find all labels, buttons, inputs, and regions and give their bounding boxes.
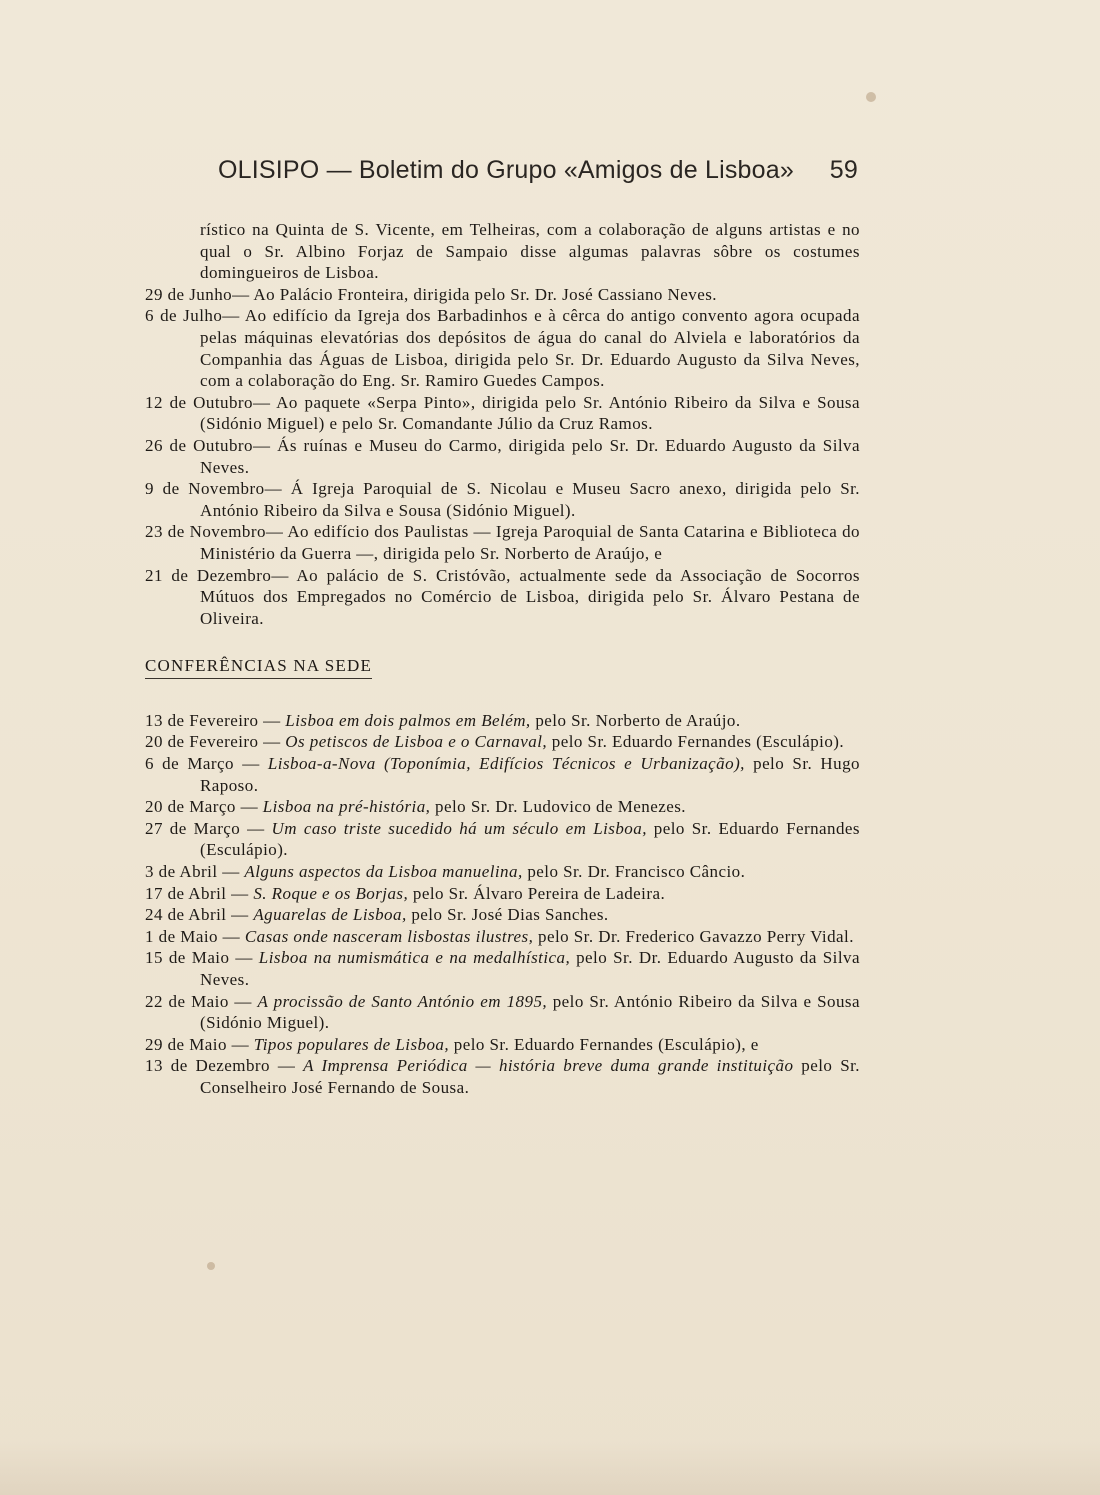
conference-date: 13 de Dezembro xyxy=(145,1056,270,1076)
conference-date: 20 de Março xyxy=(145,797,236,817)
conference-title: Lisboa na numismática e na medalhística, xyxy=(258,948,571,968)
body-text xyxy=(145,219,860,1099)
conference-title: Tipos populares de Lisboa, xyxy=(253,1034,450,1054)
visit-entry xyxy=(145,284,860,306)
page-bottom-edge xyxy=(0,1440,1100,1495)
visit-text: — Ao edifício dos Paulistas — Igreja Paroquial de Santa Catarina e Biblioteca do Ministério da Guerra —, dirigida pelo Sr. Norberto de Araújo, e xyxy=(200,522,860,563)
conference-entry: 13 de Fevereiro — Lisboa em dois palmos em Belém, pelo Sr. Norberto de Araújo. xyxy=(145,710,741,730)
conference-date: 29 de Maio xyxy=(145,1034,227,1054)
conference-date: 24 de Abril xyxy=(145,905,227,925)
visit-text: — Á Igreja Paroquial de S. Nicolau e Museu Sacro anexo, dirigida pelo Sr. António Ribeiro da Silva e Sousa (Sidónio Miguel). xyxy=(200,479,861,520)
conference-speaker: pelo Sr. Norberto de Araújo. xyxy=(530,710,741,730)
visit-entry xyxy=(145,521,860,564)
conference-speaker: pelo Sr. Eduardo Fernandes (Esculápio). xyxy=(200,818,860,860)
page-number: 59 xyxy=(829,156,858,184)
conference-title: Lisboa-a-Nova (Toponímia, Edifícios Técnicos e Urbanização), xyxy=(267,754,745,774)
conference-speaker: pelo Sr. Eduardo Fernandes (Esculápio), e xyxy=(449,1034,759,1054)
conference-date: 13 de Fevereiro xyxy=(145,710,259,730)
conference-speaker: pelo Sr. Eduardo Fernandes (Esculápio). xyxy=(547,732,845,752)
conference-date: 6 de Março xyxy=(145,754,234,774)
conference-date: 27 de Março xyxy=(145,818,241,838)
visit-date: 29 de Junho xyxy=(145,284,233,304)
paper-stain xyxy=(207,1262,215,1270)
intro-paragraph: rístico na Quinta de S. Vicente, em Telheiras, com a colaboração de alguns artistas e no qual o Sr. Albino Forjaz de Sampaio disse algumas palavras sôbre os costumes domingueiros de Lisboa. xyxy=(200,220,860,283)
conference-entry: 17 de Abril — S. Roque e os Borjas, pelo Sr. Álvaro Pereira de Ladeira. xyxy=(145,883,666,903)
conference-date: 1 de Maio xyxy=(145,926,218,946)
visit-text: — Ao edifício da Igreja dos Barbadinhos e à cêrca do antigo convento agora ocupada pelas máquinas elevatórias dos depósitos de água do canal do Alviela e laboratórios da Companhia das Águas de Lisboa, dirigida pelo Sr. Dr. Eduardo Augusto da Silva Neves, com a colaboração do Eng. Sr. Ramiro Guedes Campos. xyxy=(200,306,861,391)
paper-stain xyxy=(866,92,876,102)
conference-speaker: pelo Sr. Dr. Ludovico de Menezes. xyxy=(430,797,686,817)
visit-date: 12 de Outubro xyxy=(145,392,253,412)
visit-date: 23 de Novembro xyxy=(145,522,266,542)
conference-date: 3 de Abril xyxy=(145,862,218,882)
conference-entry: 22 de Maio — A procissão de Santo António em 1895, pelo Sr. António Ribeiro da Silva e Sousa (Sidónio Miguel). xyxy=(145,991,860,1033)
conferences-list xyxy=(145,710,860,1099)
conference-title: Os petiscos de Lisboa e o Carnaval, xyxy=(285,732,548,752)
conference-speaker: pelo Sr. Conselheiro José Fernando de Sousa. xyxy=(200,1056,860,1097)
conference-entry: 6 de Março — Lisboa-a-Nova (Toponímia, Edifícios Técnicos e Urbanização), pelo Sr. Hugo Raposo. xyxy=(145,754,860,795)
conference-entry: 20 de Fevereiro — Os petiscos de Lisboa e o Carnaval, pelo Sr. Eduardo Fernandes (Esculápio). xyxy=(145,732,845,752)
conference-speaker: pelo Sr. Dr. Francisco Câncio. xyxy=(522,862,746,882)
visit-date: 9 de Novembro xyxy=(145,479,265,499)
conference-speaker: pelo Sr. Dr. Eduardo Augusto da Silva Neves. xyxy=(200,948,860,989)
conference-title: Casas onde nasceram lisbostas ilustres, xyxy=(244,926,534,946)
visit-text: — Ao paquete «Serpa Pinto», dirigida pelo Sr. António Ribeiro da Silva e Sousa (Sidónio Miguel) e pelo Sr. Comandante Júlio da Cruz Ramos. xyxy=(200,392,860,434)
visit-entry xyxy=(145,435,860,478)
conference-date: 22 de Maio xyxy=(145,991,229,1011)
conference-title: S. Roque e os Borjas, xyxy=(253,883,409,903)
conference-speaker: pelo Sr. Álvaro Pereira de Ladeira. xyxy=(408,883,666,903)
conference-date: 20 de Fevereiro xyxy=(145,732,259,752)
conference-title: Um caso triste sucedido há um século em Lisboa, xyxy=(271,818,647,838)
visit-date: 26 de Outubro xyxy=(145,435,253,455)
running-header xyxy=(218,156,860,192)
visit-entry xyxy=(145,392,860,435)
visit-text: — Ás ruínas e Museu do Carmo, dirigida pelo Sr. Dr. Eduardo Augusto da Silva Neves. xyxy=(200,435,860,477)
conference-title: Lisboa na pré-história, xyxy=(262,797,431,817)
visit-entry xyxy=(145,565,860,630)
conference-entry: 15 de Maio — Lisboa na numismática e na medalhística, pelo Sr. Dr. Eduardo Augusto da Silva Neves. xyxy=(145,948,860,989)
conference-entry: 1 de Maio — Casas onde nasceram lisbostas ilustres, pelo Sr. Dr. Frederico Gavazzo Perry Vidal. xyxy=(145,926,854,946)
conference-title: A Imprensa Periódica — história breve duma grande instituição xyxy=(303,1056,794,1076)
visit-text: — Ao palácio de S. Cristóvão, actualmente sede da Associação de Socorros Mútuos dos Empregados no Comércio de Lisboa, dirigida pelo Sr. Álvaro Pestana de Oliveira. xyxy=(200,565,860,628)
conference-date: 15 de Maio xyxy=(145,948,230,968)
visit-text: — Ao Palácio Fronteira, dirigida pelo Sr. Dr. José Cassiano Neves. xyxy=(232,284,717,304)
conference-speaker: pelo Sr. José Dias Sanches. xyxy=(406,905,609,925)
conference-date: 17 de Abril xyxy=(145,883,227,903)
conference-speaker: pelo Sr. Hugo Raposo. xyxy=(200,754,860,795)
visit-date: 21 de Dezembro xyxy=(145,565,272,585)
visit-entry xyxy=(145,478,860,521)
conference-speaker: pelo Sr. António Ribeiro da Silva e Sousa (Sidónio Miguel). xyxy=(200,991,860,1033)
conference-title: Lisboa em dois palmos em Belém, xyxy=(285,710,531,730)
header-title: OLISIPO — Boletim do Grupo «Amigos de Lisboa» xyxy=(218,156,794,184)
conference-entry: 29 de Maio — Tipos populares de Lisboa, pelo Sr. Eduardo Fernandes (Esculápio), e xyxy=(145,1034,759,1054)
conference-entry: 24 de Abril — Aguarelas de Lisboa, pelo Sr. José Dias Sanches. xyxy=(145,905,609,925)
visit-date: 6 de Julho xyxy=(145,306,223,326)
conference-entry: 20 de Março — Lisboa na pré-história, pelo Sr. Dr. Ludovico de Menezes. xyxy=(145,797,686,817)
conference-title: Aguarelas de Lisboa, xyxy=(253,905,407,925)
conference-title: Alguns aspectos da Lisboa manuelina, xyxy=(244,862,523,882)
conference-entry: 13 de Dezembro — A Imprensa Periódica — história breve duma grande instituição pelo Sr. Conselheiro José Fernando de Sousa. xyxy=(145,1056,860,1097)
conference-title: A procissão de Santo António em 1895, xyxy=(257,991,548,1011)
conference-entry: 3 de Abril — Alguns aspectos da Lisboa manuelina, pelo Sr. Dr. Francisco Câncio. xyxy=(145,862,746,882)
section-heading: CONFERÊNCIAS NA SEDE xyxy=(145,655,372,679)
conference-speaker: pelo Sr. Dr. Frederico Gavazzo Perry Vidal. xyxy=(533,926,854,946)
visits-list xyxy=(145,284,860,630)
visit-entry xyxy=(145,305,860,391)
conference-entry: 27 de Março — Um caso triste sucedido há um século em Lisboa, pelo Sr. Eduardo Fernandes (Esculápio). xyxy=(145,818,860,860)
